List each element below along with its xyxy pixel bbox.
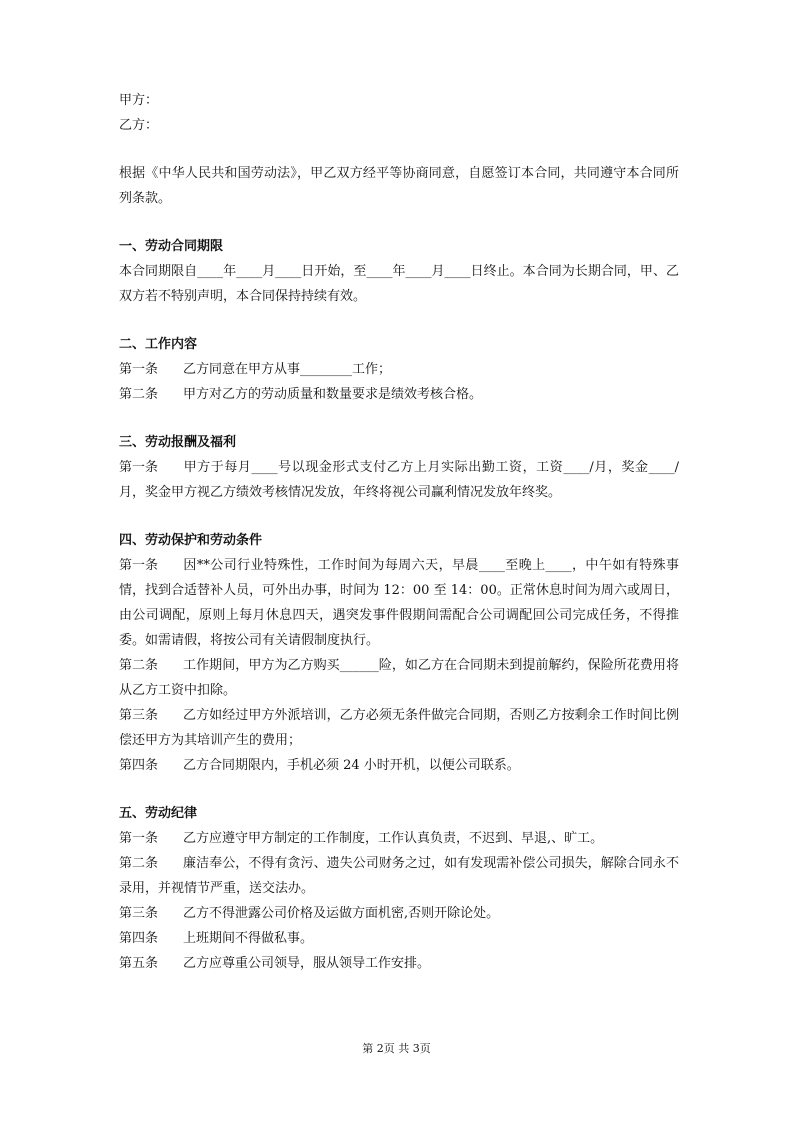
document-page xyxy=(119,88,679,976)
section-heading-compensation: 三、劳动报酬及福利 xyxy=(119,435,237,450)
clause-number: 第三条 xyxy=(119,906,159,921)
clause xyxy=(119,382,679,407)
party-b-line: 乙方： xyxy=(119,118,159,133)
clause-text: 乙方应尊重公司领导，服从领导工作安排。 xyxy=(183,956,431,971)
clause-text: 甲方对乙方的劳动质量和数量要求是绩效考核合格。 xyxy=(183,387,483,402)
clause-number: 第四条 xyxy=(119,931,159,946)
clause-text: 乙方应遵守甲方制定的工作制度，工作认真负责，不迟到、早退,、旷工。 xyxy=(183,831,604,846)
clause-text: 乙方不得泄露公司价格及运做方面机密,否则开除论处。 xyxy=(183,906,500,921)
clause xyxy=(119,553,679,653)
spacer xyxy=(119,778,679,801)
clause-text: 乙方同意在甲方从事________工作； xyxy=(183,362,392,377)
clause xyxy=(119,455,679,505)
clause-number: 第一条 xyxy=(119,558,159,573)
section-heading-term: 一、劳动合同期限 xyxy=(119,239,224,254)
term-paragraph: 本合同期限自____年____月____日开始，至____年____月____日终止。本合同为长期合同，甲、乙双方若不特别声明，本合同保持持续有效。 xyxy=(119,264,679,304)
clause-number: 第一条 xyxy=(119,831,159,846)
clause-text: 乙方合同期限内，手机必须 24 小时开机，以便公司联系。 xyxy=(183,758,520,773)
spacer xyxy=(119,407,679,430)
intro-paragraph: 根据《中华人民共和国劳动法》，甲乙双方经平等协商同意，自愿签订本合同，共同遵守本合同所列条款。 xyxy=(119,166,679,206)
clause-number: 第三条 xyxy=(119,708,159,723)
clause xyxy=(119,357,679,382)
spacer xyxy=(119,505,679,528)
section-heading-labor-discipline: 五、劳动纪律 xyxy=(119,806,198,821)
clause-text: 上班期间不得做私事。 xyxy=(183,931,314,946)
clause-number: 第二条 xyxy=(119,658,159,673)
clause-number: 第二条 xyxy=(119,387,159,402)
spacer xyxy=(119,138,679,161)
clause-number: 第一条 xyxy=(119,362,159,377)
clause xyxy=(119,901,679,926)
clause-text: 甲方于每月____号以现金形式支付乙方上月实际出勤工资，工资____/月，奖金____/月，奖金甲方视乙方绩效考核情况发放，年终将视公司赢利情况发放年终奖。 xyxy=(119,460,679,500)
section-heading-work-content: 二、工作内容 xyxy=(119,337,198,352)
clause xyxy=(119,926,679,951)
clause-number: 第二条 xyxy=(119,856,159,871)
clause-number: 第四条 xyxy=(119,758,159,773)
spacer xyxy=(119,211,679,234)
clause-text: 工作期间，甲方为乙方购买______险，如乙方在合同期未到提前解约，保险所花费用将从乙方工资中扣除。 xyxy=(119,658,679,698)
clause xyxy=(119,951,679,976)
section-heading-labor-protection: 四、劳动保护和劳动条件 xyxy=(119,533,263,548)
clause-number: 第一条 xyxy=(119,460,159,475)
clause xyxy=(119,826,679,851)
clause xyxy=(119,703,679,753)
clause-number: 第五条 xyxy=(119,956,159,971)
spacer xyxy=(119,309,679,332)
clause-text: 廉洁奉公，不得有贪污、遗失公司财务之过，如有发现需补偿公司损失，解除合同永不录用，并视情节严重，送交法办。 xyxy=(119,856,679,896)
clause-text: 乙方如经过甲方外派培训，乙方必须无条件做完合同期，否则乙方按剩余工作时间比例偿还甲方为其培训产生的费用； xyxy=(119,708,679,748)
clause-text: 因**公司行业特殊性，工作时间为每周六天，早晨____至晚上____，中午如有特殊事情，找到合适替补人员，可外出办事，时间为 12：00 至 14：00。正常休息时间为周六或周日，由公司调配，原则上每月休息四天，遇突发事件假期间需配合公司调配回公司完成任务，不得推委。如需请假，将按公司有关请假制度执行。 xyxy=(119,558,679,648)
clause xyxy=(119,753,679,778)
party-a-line: 甲方： xyxy=(119,93,159,108)
page-footer: 第 2页 共 3页 xyxy=(362,1042,431,1055)
clause xyxy=(119,851,679,901)
clause xyxy=(119,653,679,703)
